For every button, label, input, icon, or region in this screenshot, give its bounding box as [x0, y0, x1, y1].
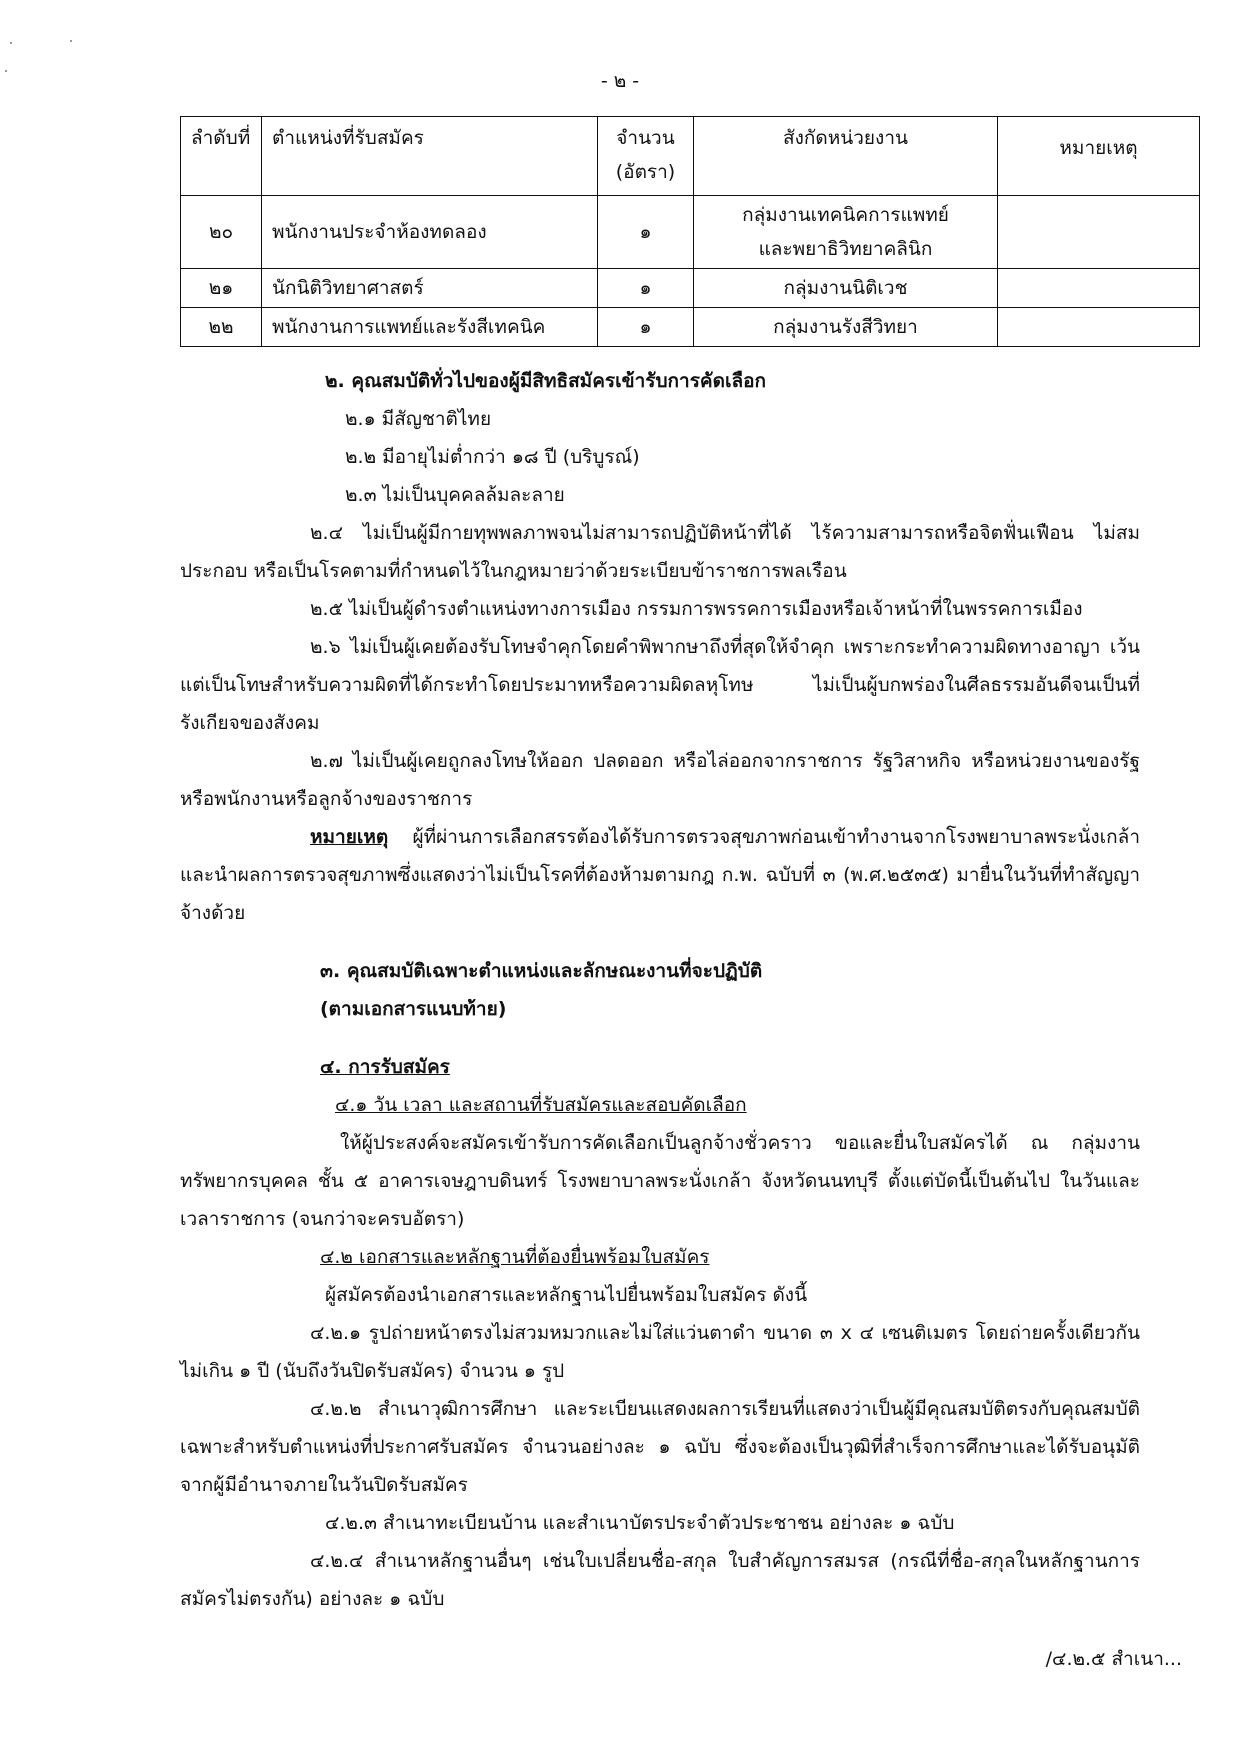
section2-item-5: ๒.๕ ไม่เป็นผู้ดำรงตำแหน่งทางการเมือง กรรมการพรรคการเมืองหรือเจ้าหน้าที่ในพรรคการเมือง	[310, 598, 1083, 620]
row-note	[998, 196, 1200, 269]
row-no: ๒๑	[181, 269, 262, 308]
section2-heading: ๒. คุณสมบัติทั่วไปของผู้มีสิทธิสมัครเข้ารับการคัดเลือก	[325, 370, 767, 392]
page-number: - ๒ -	[600, 70, 640, 92]
section3-subheading: (ตามเอกสารแนบท้าย)	[320, 998, 507, 1020]
section4-2-intro: ผู้สมัครต้องนำเอกสารและหลักฐานไปยื่นพร้อมใบสมัคร ดังนี้	[325, 1284, 808, 1306]
section4-2-heading: ๔.๒ เอกสารและหลักฐานที่ต้องยื่นพร้อมใบสมัคร	[320, 1246, 710, 1268]
header-count	[598, 117, 694, 196]
row-count: ๑	[598, 308, 694, 347]
row-note	[998, 308, 1200, 347]
scan-speck	[10, 42, 12, 44]
header-count-line1: จำนวน	[616, 127, 675, 149]
section2-item-6: ๒.๖ ไม่เป็นผู้เคยต้องรับโทษจำคุกโดยคำพิพากษาถึงที่สุดให้จำคุก เพราะกระทำความผิดทางอาญา เว้นแต่เป็นโทษสำหรับความผิดที่ได้กระทำโดยประมาทหรือความผิดลหุโทษ ไม่เป็นผู้บกพร่องในศีลธรรมอันดีจนเป็นที่รังเกียจของสังคม	[180, 636, 1140, 734]
document-body	[180, 362, 1140, 1618]
section2-item-7: ๒.๗ ไม่เป็นผู้เคยถูกลงโทษให้ออก ปลดออก หรือไล่ออกจากราชการ รัฐวิสาหกิจ หรือหน่วยงานของรัฐ หรือพนักงานหรือลูกจ้างของราชการ	[180, 750, 1140, 810]
section2-item-2: ๒.๒ มีอายุไม่ต่ำกว่า ๑๘ ปี (บริบูรณ์)	[345, 446, 640, 468]
section4-1-text: ให้ผู้ประสงค์จะสมัครเข้ารับการคัดเลือกเป็นลูกจ้างชั่วคราว ขอและยื่นใบสมัครได้ ณ กลุ่มงานทรัพยากรบุคคล ชั้น ๕ อาคารเจษฎาบดินทร์ โรงพยาบาลพระนั่งเกล้า จังหวัดนนทบุรี ตั้งแต่บัดนี้เป็นต้นไป ในวันและเวลาราชการ (จนกว่าจะครบอัตรา)	[180, 1132, 1140, 1230]
remark-label: หมายเหตุ	[310, 826, 389, 848]
table-row	[181, 308, 1200, 347]
row-note	[998, 269, 1200, 308]
row-position: พนักงานการแพทย์และรังสีเทคนิค	[262, 308, 598, 347]
row-department: กลุ่มงานนิติเวช	[694, 269, 998, 308]
row-no: ๒๐	[181, 196, 262, 269]
header-count-line2: (อัตรา)	[615, 161, 676, 183]
section4-2-item-1: ๔.๒.๑ รูปถ่ายหน้าตรงไม่สวมหมวกและไม่ใส่แว่นตาดำ ขนาด ๓ x ๔ เซนติเมตร โดยถ่ายครั้งเดียวกันไม่เกิน ๑ ปี (นับถึงวันปิดรับสมัคร) จำนวน ๑ รูป	[180, 1322, 1140, 1382]
row-department	[694, 196, 998, 269]
row-department-line1: กลุ่มงานเทคนิคการแพทย์	[742, 204, 949, 226]
remark-paragraph	[180, 818, 1140, 932]
section2-item-1: ๒.๑ มีสัญชาติไทย	[345, 408, 492, 430]
section4-2-item-4: ๔.๒.๔ สำเนาหลักฐานอื่นๆ เช่นใบเปลี่ยนชื่อ-สกุล ใบสำคัญการสมรส (กรณีที่ชื่อ-สกุลในหลักฐานการสมัครไม่ตรงกัน) อย่างละ ๑ ฉบับ	[180, 1550, 1140, 1610]
row-position: พนักงานประจำห้องทดลอง	[262, 196, 598, 269]
row-position: นักนิติวิทยาศาสตร์	[262, 269, 598, 308]
section4-2-item-3: ๔.๒.๓ สำเนาทะเบียนบ้าน และสำเนาบัตรประจำตัวประชาชน อย่างละ ๑ ฉบับ	[325, 1512, 955, 1534]
section4-heading: ๔. การรับสมัคร	[320, 1056, 450, 1078]
row-count: ๑	[598, 196, 694, 269]
header-position: ตำแหน่งที่รับสมัคร	[262, 117, 598, 196]
table-row	[181, 196, 1200, 269]
remark-text: ผู้ที่ผ่านการเลือกสรรต้องได้รับการตรวจสุขภาพก่อนเข้าทำงานจากโรงพยาบาลพระนั่งเกล้า และนำผลการตรวจสุขภาพซึ่งแสดงว่าไม่เป็นโรคที่ต้องห้ามตามกฎ ก.พ. ฉบับที่ ๓ (พ.ศ.๒๕๓๕) มายื่นในวันที่ทำสัญญาจ้างด้วย	[180, 826, 1140, 924]
section4-2-item-2: ๔.๒.๒ สำเนาวุฒิการศึกษา และระเบียนแสดงผลการเรียนที่แสดงว่าเป็นผู้มีคุณสมบัติตรงกับคุณสมบัติเฉพาะสำหรับตำแหน่งที่ประกาศรับสมัคร จำนวนอย่างละ ๑ ฉบับ ซึ่งจะต้องเป็นวุฒิที่สำเร็จการศึกษาและได้รับอนุมัติจากผู้มีอำนาจภายในวันปิดรับสมัคร	[180, 1398, 1140, 1496]
section2-item-3: ๒.๓ ไม่เป็นบุคคลล้มละลาย	[345, 484, 565, 506]
table-header-row	[181, 117, 1200, 196]
spacer	[180, 932, 1140, 952]
section2-item-4: ๒.๔ ไม่เป็นผู้มีกายทุพพลภาพจนไม่สามารถปฏิบัติหน้าที่ได้ ไร้ความสามารถหรือจิตฟั่นเฟือน ไม่สมประกอบ หรือเป็นโรคตามที่กำหนดไว้ในกฎหมายว่าด้วยระเบียบข้าราชการพลเรือน	[180, 522, 1140, 582]
positions-table	[180, 116, 1200, 347]
continuation-note: /๔.๒.๕ สำเนา...	[1045, 1648, 1182, 1670]
spacer	[180, 1028, 1140, 1048]
table-row	[181, 269, 1200, 308]
row-department-line2: และพยาธิวิทยาคลินิก	[758, 238, 933, 260]
section4-1-heading: ๔.๑ วัน เวลา และสถานที่รับสมัครและสอบคัดเลือก	[335, 1094, 747, 1116]
header-no: ลำดับที่	[181, 117, 262, 196]
row-no: ๒๒	[181, 308, 262, 347]
section3-heading: ๓. คุณสมบัติเฉพาะตำแหน่งและลักษณะงานที่จะปฏิบัติ	[320, 960, 763, 982]
scan-speck	[70, 40, 72, 42]
header-department: สังกัดหน่วยงาน	[694, 117, 998, 196]
row-count: ๑	[598, 269, 694, 308]
header-note: หมายเหตุ	[998, 117, 1200, 196]
row-department: กลุ่มงานรังสีวิทยา	[694, 308, 998, 347]
